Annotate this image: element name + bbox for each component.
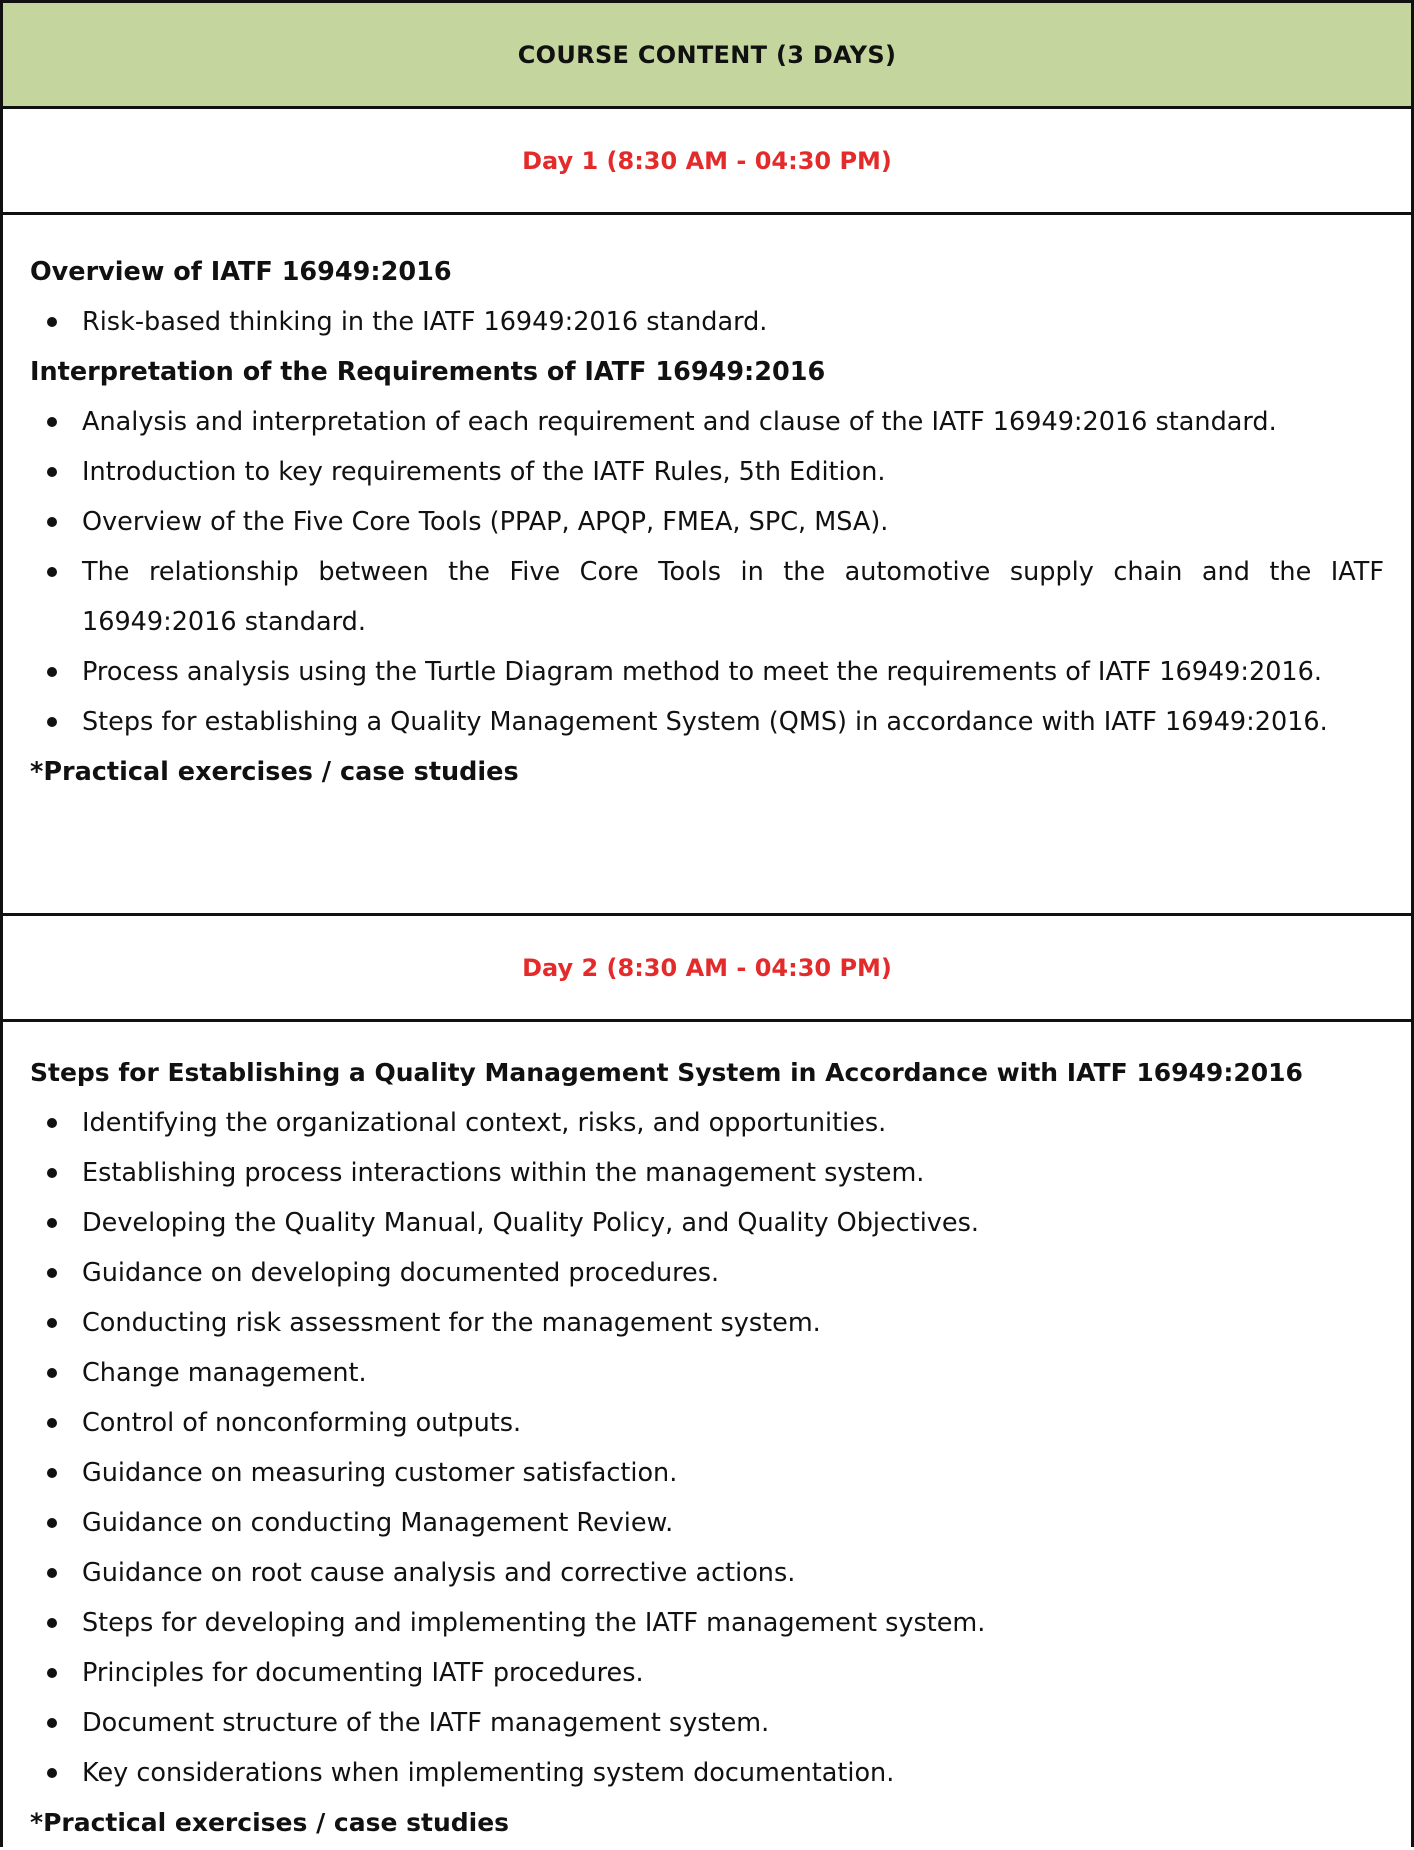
section-heading: Overview of IATF 16949:2016	[30, 257, 452, 287]
list-item: Document structure of the IATF management system.	[30, 1698, 1384, 1748]
practical-note: *Practical exercises / case studies	[30, 1808, 510, 1837]
list-item: Process analysis using the Turtle Diagram method to meet the requirements of IATF 16949:2016.	[30, 647, 1384, 697]
list-item: Identifying the organizational context, risks, and opportunities.	[30, 1098, 1384, 1148]
bullet-icon	[47, 317, 57, 327]
section-list	[30, 1098, 1384, 1798]
list-item: Developing the Quality Manual, Quality Policy, and Quality Objectives.	[30, 1198, 1384, 1248]
bullet-icon	[47, 1518, 57, 1528]
section-list	[30, 297, 1384, 347]
bullet-icon	[47, 1668, 57, 1678]
list-item: Key considerations when implementing system documentation.	[30, 1748, 1384, 1798]
section-heading: Interpretation of the Requirements of IATF 16949:2016	[30, 357, 826, 387]
list-item: Steps for establishing a Quality Management System (QMS) in accordance with IATF 16949:2016.	[30, 697, 1384, 747]
list-item: Guidance on developing documented procedures.	[30, 1248, 1384, 1298]
section-heading: Steps for Establishing a Quality Management System in Accordance with IATF 16949:2016	[30, 1058, 1303, 1087]
list-item: Guidance on measuring customer satisfaction.	[30, 1448, 1384, 1498]
bullet-icon	[47, 1318, 57, 1328]
list-item: Change management.	[30, 1348, 1384, 1398]
section-list	[30, 397, 1384, 747]
day-2-label: Day 2 (8:30 AM - 04:30 PM)	[3, 916, 1411, 1022]
bullet-icon	[47, 1118, 57, 1128]
list-item: Analysis and interpretation of each requirement and clause of the IATF 16949:2016 standard.	[30, 397, 1384, 447]
bullet-icon	[47, 667, 57, 677]
list-item: The relationship between the Five Core Tools in the automotive supply chain and the IATF 16949:2016 standard.	[30, 547, 1384, 647]
list-item: Risk-based thinking in the IATF 16949:2016 standard.	[30, 297, 1384, 347]
course-title: COURSE CONTENT (3 DAYS)	[3, 3, 1411, 109]
bullet-icon	[47, 517, 57, 527]
list-item: Guidance on conducting Management Review.	[30, 1498, 1384, 1548]
bullet-icon	[47, 1618, 57, 1628]
bullet-icon	[47, 417, 57, 427]
list-item: Guidance on root cause analysis and corrective actions.	[30, 1548, 1384, 1598]
practical-note: *Practical exercises / case studies	[30, 757, 519, 787]
list-item: Conducting risk assessment for the management system.	[30, 1298, 1384, 1348]
bullet-icon	[47, 1218, 57, 1228]
list-item: Establishing process interactions within the management system.	[30, 1148, 1384, 1198]
bullet-icon	[47, 467, 57, 477]
list-item: Principles for documenting IATF procedures.	[30, 1648, 1384, 1698]
bullet-icon	[47, 1718, 57, 1728]
day-1-content	[3, 215, 1411, 916]
list-item: Control of nonconforming outputs.	[30, 1398, 1384, 1448]
list-item: Steps for developing and implementing the IATF management system.	[30, 1598, 1384, 1648]
day-2-content	[3, 1022, 1411, 1850]
bullet-icon	[47, 1168, 57, 1178]
bullet-icon	[47, 717, 57, 727]
list-item: Overview of the Five Core Tools (PPAP, APQP, FMEA, SPC, MSA).	[30, 497, 1384, 547]
bullet-icon	[47, 1768, 57, 1778]
bullet-icon	[47, 567, 57, 577]
day-1-label: Day 1 (8:30 AM - 04:30 PM)	[3, 109, 1411, 215]
list-item: Introduction to key requirements of the IATF Rules, 5th Edition.	[30, 447, 1384, 497]
bullet-icon	[47, 1568, 57, 1578]
bullet-icon	[47, 1418, 57, 1428]
bullet-icon	[47, 1368, 57, 1378]
bullet-icon	[47, 1468, 57, 1478]
bullet-icon	[47, 1268, 57, 1278]
